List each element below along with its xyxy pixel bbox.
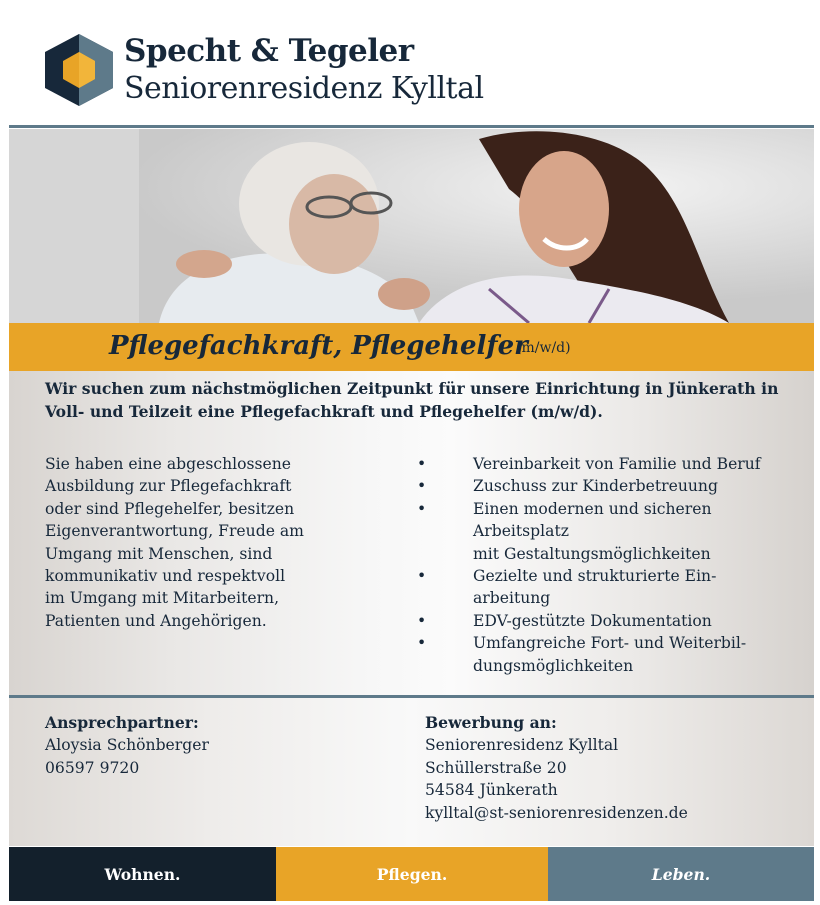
application-address-block (425, 712, 688, 824)
application-street: Schüllerstraße 20 (425, 758, 567, 777)
brand-name: Specht & Tegeler (124, 33, 414, 69)
requirements-line: kommunikativ und respektvoll (45, 567, 286, 586)
application-email-link[interactable]: kylltal@st-seniorenresidenzen.de (425, 803, 688, 822)
job-title: Pflegefachkraft, Pflegehelfer (109, 331, 528, 361)
requirements-line: Patienten und Angehörigen. (45, 611, 267, 630)
benefit-line: arbeitung (473, 589, 551, 608)
footer-bar (9, 847, 814, 901)
hero-photo-caregiver-and-senior (9, 129, 814, 323)
contact-name: Aloysia Schönberger (45, 736, 209, 755)
footer-item-leben: Leben. (548, 847, 814, 901)
application-heading: Bewerbung an: (425, 713, 557, 732)
brand-subtitle: Seniorenresidenz Kylltal (124, 71, 484, 106)
bullet-icon: • (417, 611, 427, 630)
application-city: 54584 Jünkerath (425, 781, 558, 800)
benefit-line: Gezielte und strukturierte Ein- (473, 567, 717, 586)
job-title-band (9, 323, 814, 371)
hexagon-logo-icon (45, 34, 113, 106)
benefit-line: mit Gestaltungsmöglichkeiten (473, 544, 711, 563)
bullet-icon: • (417, 499, 427, 518)
job-description-panel (9, 371, 814, 695)
benefit-line: Zuschuss zur Kinderbetreuung (473, 477, 718, 496)
benefit-line: EDV-gestützte Dokumentation (473, 611, 712, 630)
bullet-icon: • (417, 567, 427, 586)
list-item (409, 632, 809, 677)
requirements-line: Umgang mit Menschen, sind (45, 544, 273, 563)
requirements-line: im Umgang mit Mitarbeitern, (45, 589, 280, 608)
application-org: Seniorenresidenz Kylltal (425, 736, 619, 755)
footer-item-pflegen: Pflegen. (276, 847, 548, 901)
list-item (409, 610, 809, 632)
intro-text (45, 377, 785, 423)
requirements-line: Sie haben eine abgeschlossene (45, 455, 291, 473)
benefit-line: Arbeitsplatz (473, 522, 569, 541)
benefits-list (409, 453, 809, 677)
contact-person-block (45, 712, 209, 779)
benefit-line: Umfangreiche Fort- und Weiterbil- (473, 634, 747, 653)
gender-suffix: (m/w/d) (516, 340, 571, 356)
contact-phone[interactable]: 06597 9720 (45, 758, 140, 777)
bullet-icon: • (417, 477, 427, 496)
footer-item-wohnen: Wohnen. (9, 847, 276, 901)
intro-line: Wir suchen zum nächstmöglichen Zeitpunkt für unsere Einrichtung in Jünkerath in (45, 379, 779, 398)
benefit-line: Vereinbarkeit von Familie und Beruf (473, 455, 761, 473)
contact-heading: Ansprechpartner: (45, 713, 199, 732)
requirements-line: Ausbildung zur Pflegefachkraft (45, 477, 292, 496)
benefit-line: dungsmöglichkeiten (473, 656, 634, 675)
intro-line: Voll- und Teilzeit eine Pflegefachkraft und Pflegehelfer (m/w/d). (45, 402, 603, 421)
requirements-line: Eigenverantwortung, Freude am (45, 522, 304, 541)
list-item (409, 565, 809, 610)
bullet-icon: • (417, 634, 427, 653)
header (0, 0, 820, 125)
requirements-line: oder sind Pflegehelfer, besitzen (45, 499, 295, 518)
list-item (409, 498, 809, 565)
list-item (409, 475, 809, 497)
divider-top (9, 125, 814, 128)
bullet-icon: • (417, 455, 427, 473)
contact-panel (9, 698, 814, 846)
list-item (409, 453, 809, 475)
requirements-text (45, 453, 345, 632)
benefit-line: Einen modernen und sicheren (473, 499, 712, 518)
